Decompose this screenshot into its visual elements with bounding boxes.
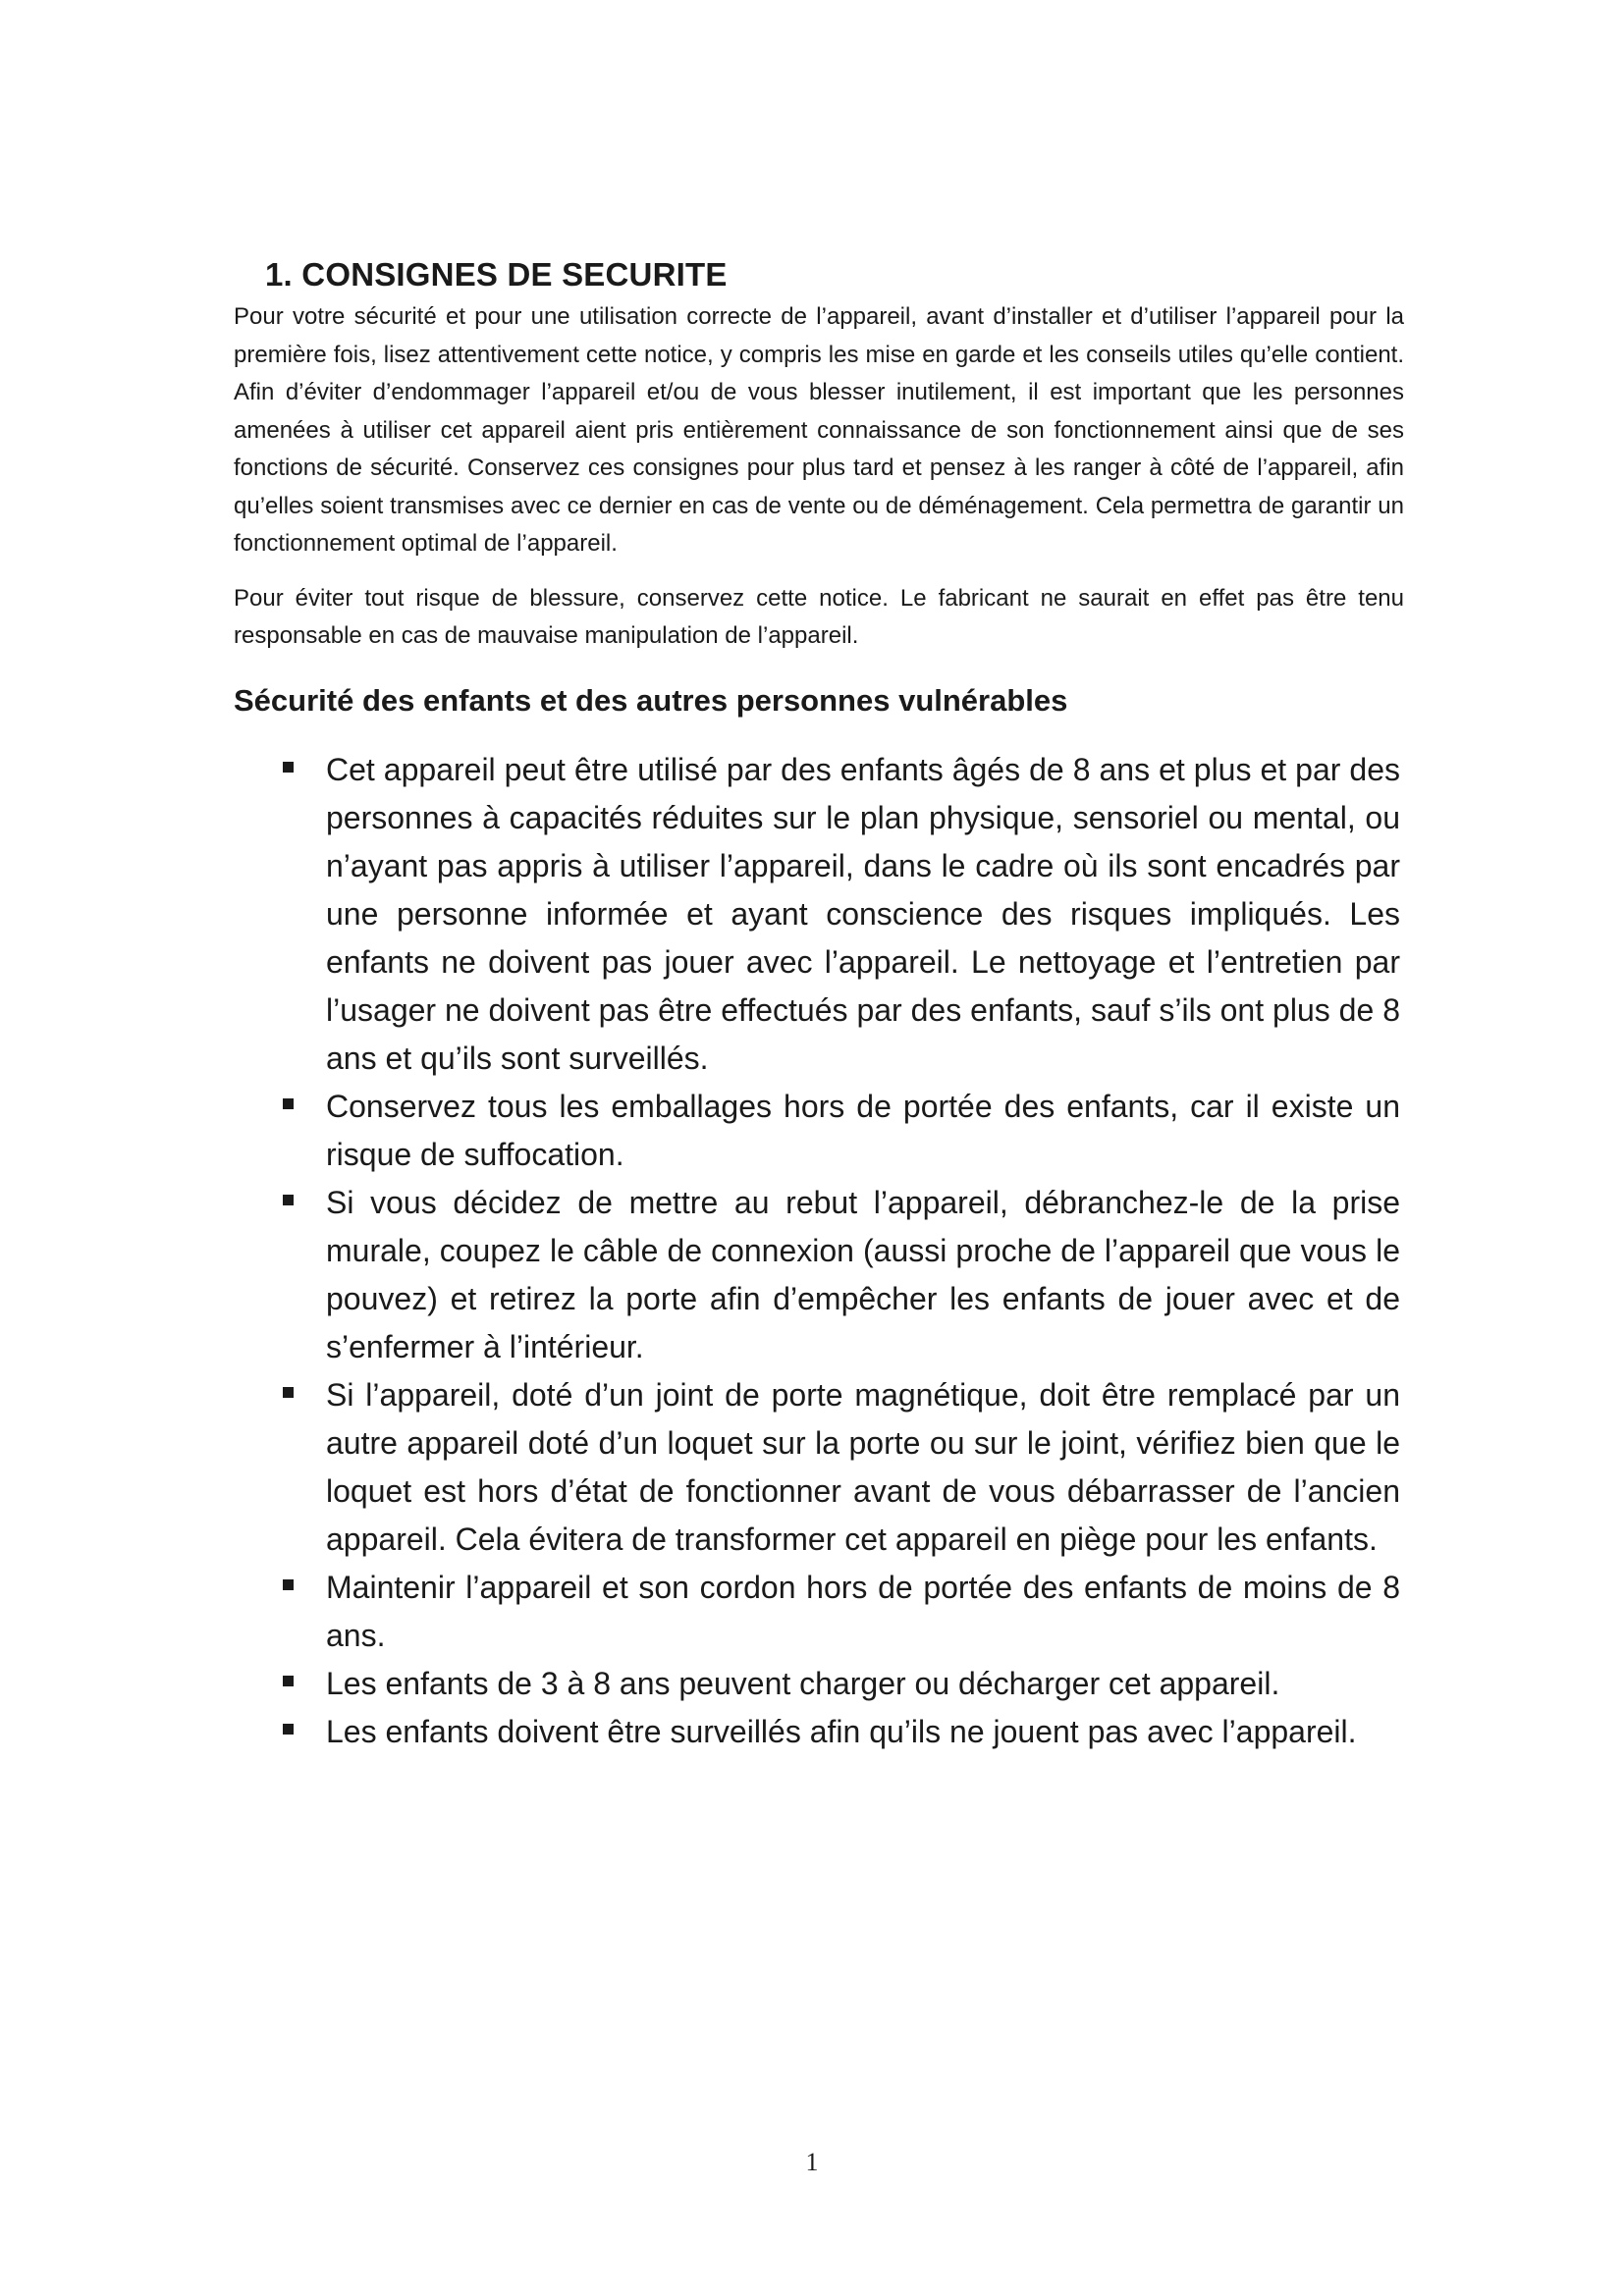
list-item-text: Si vous décidez de mettre au rebut l’appareil, débranchez-le de la prise murale, coupez le câble de connexion (aussi proche de l’appareil que vous le pouvez) et retirez la porte afin d’empêcher les enfants de jouer avec et de s’enfermer à l’intérieur. xyxy=(326,1184,1400,1364)
list-item-text: Si l’appareil, doté d’un joint de porte magnétique, doit être remplacé par un autre appareil doté d’un loquet sur la porte ou sur le joint, vérifiez bien que le loquet est hors d’état de fonctionner avant de vous débarrasser de l’ancien appareil. Cela évitera de transformer cet appareil en piège pour les enfants. xyxy=(326,1376,1400,1557)
square-bullet-icon xyxy=(283,1724,294,1735)
page-content xyxy=(234,253,1404,1756)
list-item-text: Cet appareil peut être utilisé par des enfants âgés de 8 ans et plus et par des personnes à capacités réduites sur le plan physique, sensoriel ou mental, ou n’ayant pas appris à utiliser l’appareil, dans le cadre où ils sont encadrés par une personne informée et ayant conscience des risques impliqués. Les enfants ne doivent pas jouer avec l’appareil. Le nettoyage et l’entretien par l’usager ne doivent pas être effectués par des enfants, sauf s’ils ont plus de 8 ans et qu’ils sont surveillés. xyxy=(326,751,1400,1076)
square-bullet-icon xyxy=(283,1387,294,1398)
list-item-text: Maintenir l’appareil et son cordon hors de portée des enfants de moins de 8 ans. xyxy=(326,1569,1400,1653)
list-item xyxy=(234,1564,1404,1660)
list-item-text: Les enfants de 3 à 8 ans peuvent charger ou décharger cet appareil. xyxy=(326,1665,1280,1701)
intro-paragraph-2: Pour éviter tout risque de blessure, conservez cette notice. Le fabricant ne saurait en effet pas être tenu responsable en cas de mauvaise manipulation de l’appareil. xyxy=(234,584,1404,649)
list-item xyxy=(234,1708,1404,1756)
list-item-text: Conservez tous les emballages hors de portée des enfants, car il existe un risque de suffocation. xyxy=(326,1088,1400,1172)
intro-text xyxy=(234,298,1404,656)
children-safety-list xyxy=(234,746,1404,1756)
list-item xyxy=(234,1660,1404,1708)
list-item xyxy=(234,1179,1404,1371)
section-title: 1. CONSIGNES DE SECURITE xyxy=(265,256,728,293)
square-bullet-icon xyxy=(283,1195,294,1205)
children-safety-heading: Sécurité des enfants et des autres personnes vulnérables xyxy=(234,682,1068,718)
square-bullet-icon xyxy=(283,1098,294,1109)
square-bullet-icon xyxy=(283,762,294,773)
list-item xyxy=(234,746,1404,1083)
list-item xyxy=(234,1371,1404,1564)
page-number: 1 xyxy=(805,2148,819,2176)
square-bullet-icon xyxy=(283,1579,294,1590)
list-item-text: Les enfants doivent être surveillés afin qu’ils ne jouent pas avec l’appareil. xyxy=(326,1713,1357,1749)
intro-paragraph-1: Pour votre sécurité et pour une utilisation correcte de l’appareil, avant d’installer et d’utiliser l’appareil pour la première fois, lisez attentivement cette notice, y compris les mise en garde et les conseils utiles qu’elle contient. Afin d’éviter d’endommager l’appareil et/ou de vous blesser inutilement, il est important que les personnes amenées à utiliser cet appareil aient pris entièrement connaissance de son fonctionnement ainsi que de ses fonctions de sécurité. Conservez ces consignes pour plus tard et pensez à les ranger à côté de l’appareil, afin qu’elles soient transmises avec ce dernier en cas de vente ou de déménagement. Cela permettra de garantir un fonctionnement optimal de l’appareil. xyxy=(234,303,1404,557)
list-item xyxy=(234,1083,1404,1179)
square-bullet-icon xyxy=(283,1676,294,1686)
